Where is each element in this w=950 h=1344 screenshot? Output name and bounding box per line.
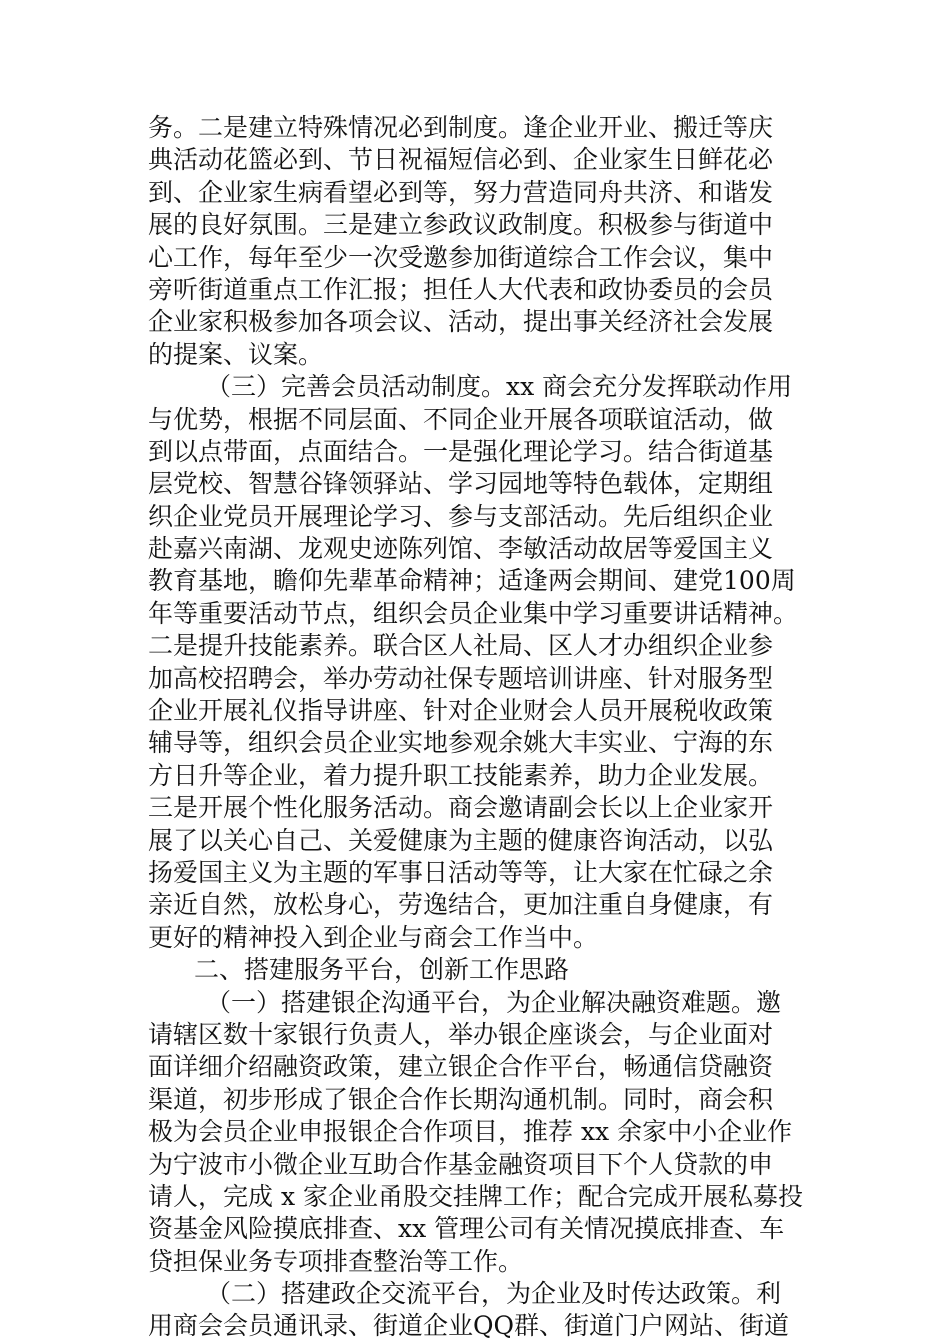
paragraph-start-line: （二）搭建政企交流平台，为企业及时传达政策。利: [206, 1279, 782, 1309]
text-line: 展了以关心自己、关爱健康为主题的健康咨询活动，以弘: [148, 825, 774, 855]
text-line: 面详细介绍融资政策，建立银企合作平台，畅通信贷融资: [148, 1052, 774, 1082]
text-line: 方日升等企业，着力提升职工技能素养，助力企业发展。: [148, 760, 774, 790]
text-line: 为宁波市小微企业互助合作基金融资项目下个人贷款的申: [148, 1149, 774, 1179]
text-line: 到以点带面，点面结合。一是强化理论学习。结合街道基: [148, 436, 774, 466]
text-line: 典活动花篮必到、节日祝福短信必到、企业家生日鲜花必: [148, 145, 774, 175]
paragraph-start-line: （三）完善会员活动制度。xx 商会充分发挥联动作用: [206, 372, 793, 402]
text-line: 务。二是建立特殊情况必到制度。逢企业开业、搬迁等庆: [148, 113, 774, 142]
document-body: [148, 112, 808, 1343]
text-line: 三是开展个性化服务活动。商会邀请副会长以上企业家开: [148, 793, 774, 823]
text-line: 请辖区数十家银行负责人，举办银企座谈会，与企业面对: [148, 1019, 774, 1049]
text-line: 的提案、议案。: [148, 339, 324, 369]
section-heading: 二、搭建服务平台，创新工作思路: [194, 955, 570, 985]
text-line: 资基金风险摸底排查、xx 管理公司有关情况摸底排查、车: [148, 1214, 785, 1244]
text-line: 心工作，每年至少一次受邀参加街道综合工作会议，集中: [148, 242, 774, 272]
paragraph-start-line: （一）搭建银企沟通平台，为企业解决融资难题。邀: [206, 987, 782, 1017]
text-line: 层党校、智慧谷锋领驿站、学习园地等特色载体，定期组: [148, 469, 774, 499]
text-line: 与优势，根据不同层面、不同企业开展各项联谊活动，做: [148, 404, 774, 434]
text-line: 加高校招聘会，举办劳动社保专题培训讲座、针对服务型: [148, 663, 774, 693]
text-line: 织企业党员开展理论学习、参与支部活动。先后组织企业: [148, 501, 774, 531]
text-line: 年等重要活动节点，组织会员企业集中学习重要讲话精神。: [148, 598, 799, 628]
text-line: 用商会会员通讯录、街道企业QQ群、街道门户网站、街道: [148, 1311, 789, 1341]
text-line: 赴嘉兴南湖、龙观史迹陈列馆、李敏活动故居等爱国主义: [148, 534, 774, 564]
text-line: 二是提升技能素养。联合区人社局、区人才办组织企业参: [148, 631, 774, 661]
text-line: 展的良好氛围。三是建立参政议政制度。积极参与街道中: [148, 210, 774, 240]
text-line: 扬爱国主义为主题的军事日活动等等，让大家在忙碌之余: [148, 857, 774, 887]
text-line: 到、企业家生病看望必到等，努力营造同舟共济、和谐发: [148, 177, 774, 207]
text-line: 渠道，初步形成了银企合作长期沟通机制。同时，商会积: [148, 1084, 774, 1114]
text-line: 极为会员企业申报银企合作项目，推荐 xx 余家中小企业作: [148, 1117, 793, 1147]
text-line: 更好的精神投入到企业与商会工作当中。: [148, 922, 599, 952]
text-line: 辅导等，组织会员企业实地参观余姚大丰实业、宁海的东: [148, 728, 774, 758]
text-line: 教育基地，瞻仰先辈革命精神；适逢两会期间、建党100周: [148, 566, 796, 596]
text-line: 旁听街道重点工作汇报；担任人大代表和政协委员的会员: [148, 274, 774, 304]
text-line: 企业开展礼仪指导讲座、针对企业财会人员开展税收政策: [148, 696, 774, 726]
text-line: 企业家积极参加各项会议、活动，提出事关经济社会发展: [148, 307, 774, 337]
text-line: 请人，完成 x 家企业甬股交挂牌工作；配合完成开展私募投: [148, 1181, 803, 1211]
text-line: 亲近自然，放松身心，劳逸结合，更加注重自身健康，有: [148, 890, 774, 920]
text-line: 贷担保业务专项排查整治等工作。: [148, 1246, 524, 1276]
